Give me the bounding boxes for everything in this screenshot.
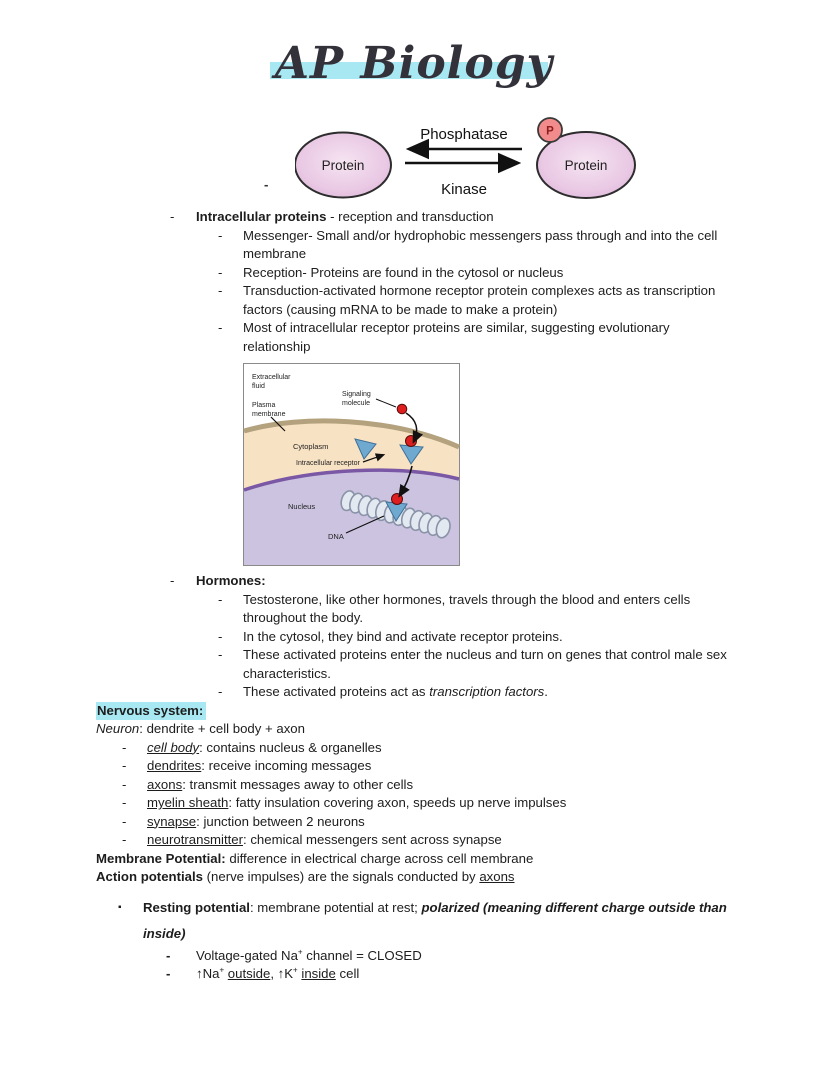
title-area (0, 0, 828, 114)
phosphatase-label: Phosphatase (420, 126, 508, 143)
signaling-molecule-label2: molecule (342, 400, 371, 407)
definition-item (96, 757, 732, 776)
signal-on-dna (392, 494, 403, 505)
bullet-dash: - (122, 832, 127, 847)
resting-potential-term: Resting potential (143, 899, 250, 915)
bullet-dash: - (218, 628, 223, 644)
protein-phosphorylation-diagram (295, 114, 665, 206)
bullet-dash: - (122, 739, 127, 755)
list-item-text: Testosterone, like other hormones, travels through the blood and enters cells throughout the body. (243, 591, 691, 625)
action-potentials-term: Action potentials (96, 869, 203, 884)
inside-underlined: inside (301, 966, 336, 981)
hormones-heading-row (96, 572, 732, 591)
definition-text (147, 831, 732, 850)
definition-text (147, 739, 732, 758)
bullet-dash: - (218, 647, 223, 662)
definition-item (96, 831, 732, 850)
bullet-dash: - (122, 795, 127, 810)
intracellular-heading-row (96, 208, 732, 227)
extracellular-fluid-label: Extracellular (252, 374, 291, 381)
list-item (96, 591, 732, 628)
kinase-label: Kinase (441, 181, 487, 198)
protein-label-left: Protein (321, 158, 365, 173)
membrane-potential-line (96, 850, 732, 869)
action-potentials-mid: (nerve impulses) are the signals conducted by (202, 869, 480, 884)
item-italic: transcription factors (429, 684, 545, 699)
action-potentials-line (96, 868, 732, 887)
cytoplasm-label: Cytoplasm (293, 442, 329, 451)
term: cell body (147, 739, 200, 755)
definition-text (147, 813, 732, 832)
intracellular-heading-bold: Intracellular proteins (196, 209, 327, 224)
item-prefix: These activated proteins act as (243, 684, 430, 699)
bullet-dash: - (218, 684, 223, 699)
definition: : fatty insulation covering axon, speeds up nerve impulses (228, 795, 567, 810)
superscript-plus: + (293, 965, 298, 975)
neuron-rest: : dendrite + cell body + axon (139, 721, 305, 736)
list-item-text: Most of intracellular receptor proteins are similar, suggesting evolutionary relationship (243, 320, 670, 354)
bullet-square: ▪ (118, 901, 122, 913)
bullet-dash: - (166, 966, 171, 981)
definition-text (147, 757, 732, 776)
ion-na: ↑Na (196, 966, 220, 981)
term: axons (147, 776, 183, 792)
list-item (96, 282, 732, 319)
list-item-text: Reception- Proteins are found in the cytosol or nucleus (243, 264, 564, 280)
intracellular-receptor-label: Intracellular receptor (296, 460, 360, 467)
neuron-term: Neuron (96, 721, 140, 736)
item-suffix: . (544, 684, 548, 699)
outside-underlined: outside (227, 966, 271, 981)
bullet-dash: - (218, 227, 223, 243)
resting-potential-polarized: polarized (meaning different charge outside than inside) (143, 899, 727, 941)
definition-item (96, 813, 732, 832)
bullet-dash: - (170, 209, 175, 224)
list-item-text: In the cytosol, they bind and activate receptor proteins. (243, 628, 563, 644)
bullet-dash: - (218, 283, 223, 298)
term: synapse (147, 813, 197, 829)
signaling-molecule-label: Signaling (342, 391, 371, 398)
page-content (0, 114, 828, 984)
definition-text (147, 776, 732, 795)
term: neurotransmitter (147, 832, 244, 847)
term: myelin sheath (147, 795, 229, 810)
membrane-potential-definition: difference in electrical charge across cell membrane (225, 850, 534, 866)
nucleus-label: Nucleus (288, 502, 316, 511)
stray-dash-mark: - (264, 177, 269, 192)
list-item (96, 683, 732, 702)
extracellular-fluid-label2: fluid (252, 383, 265, 390)
definition-item (96, 794, 732, 813)
list-item-text (196, 965, 732, 984)
list-item-text: Transduction-activated hormone receptor protein complexes acts as transcription factors (causing mRNA to be made to make a protein) (243, 283, 716, 317)
membrane-potential-term: Membrane Potential: (96, 850, 226, 866)
resting-potential-text (143, 895, 732, 947)
definition-item (96, 739, 732, 758)
dna-label: DNA (328, 532, 344, 541)
list-item-text (243, 683, 732, 702)
bullet-dash: - (122, 813, 127, 829)
na-channel-post: channel = CLOSED (302, 947, 422, 963)
resting-potential-mid: : membrane potential at rest; (249, 899, 422, 915)
list-item (96, 965, 732, 984)
bullet-dash: - (122, 758, 127, 773)
list-item-text: Messenger- Small and/or hydrophobic messengers pass through and into the cell membrane (243, 227, 718, 261)
intracellular-heading (196, 208, 732, 227)
page-title: AP Biology (274, 38, 554, 89)
list-item (96, 227, 732, 264)
list-item (96, 264, 732, 283)
bullet-dash: - (166, 947, 171, 963)
nervous-system-heading: Nervous system: (96, 702, 206, 720)
list-item-text: These activated proteins enter the nucleus and turn on genes that control male sex characteristics. (243, 647, 727, 681)
neuron-definition (96, 720, 732, 739)
definition: : chemical messengers sent across synapse (243, 832, 502, 847)
bullet-dash: - (218, 591, 223, 607)
ion-k: , ↑K (270, 966, 294, 981)
bullet-dash: - (218, 320, 223, 335)
term: dendrites (147, 758, 202, 773)
resting-potential-row (96, 895, 732, 947)
list-item (96, 319, 732, 356)
list-item (96, 947, 732, 966)
superscript-plus: + (219, 965, 225, 975)
phosphate-label: P (546, 125, 554, 138)
hormones-heading: Hormones: (196, 573, 266, 588)
definition: : transmit messages away to other cells (182, 776, 414, 792)
definition-text (147, 794, 732, 813)
definition: : receive incoming messages (201, 758, 372, 773)
definition: : contains nucleus & organelles (199, 739, 382, 755)
plasma-membrane-label2: membrane (252, 411, 286, 418)
definition: : junction between 2 neurons (196, 813, 365, 829)
definition-item (96, 776, 732, 795)
list-item (96, 628, 732, 647)
intracellular-heading-rest: - reception and transduction (326, 209, 494, 224)
action-potentials-axons: axons (479, 869, 515, 884)
superscript-plus: + (297, 947, 303, 957)
signaling-molecule-dot (397, 404, 407, 414)
bullet-dash: - (122, 776, 127, 792)
plasma-membrane-label: Plasma (252, 402, 276, 409)
cell-suffix: cell (335, 966, 360, 981)
list-item-text (196, 947, 732, 966)
list-item (96, 646, 732, 683)
intracellular-receptor-diagram (243, 363, 460, 566)
protein-label-right: Protein (564, 158, 608, 173)
na-channel-pre: Voltage-gated Na (196, 947, 298, 963)
bullet-dash: - (170, 573, 175, 588)
nervous-system-heading-row (96, 702, 732, 721)
bullet-dash: - (218, 264, 223, 280)
